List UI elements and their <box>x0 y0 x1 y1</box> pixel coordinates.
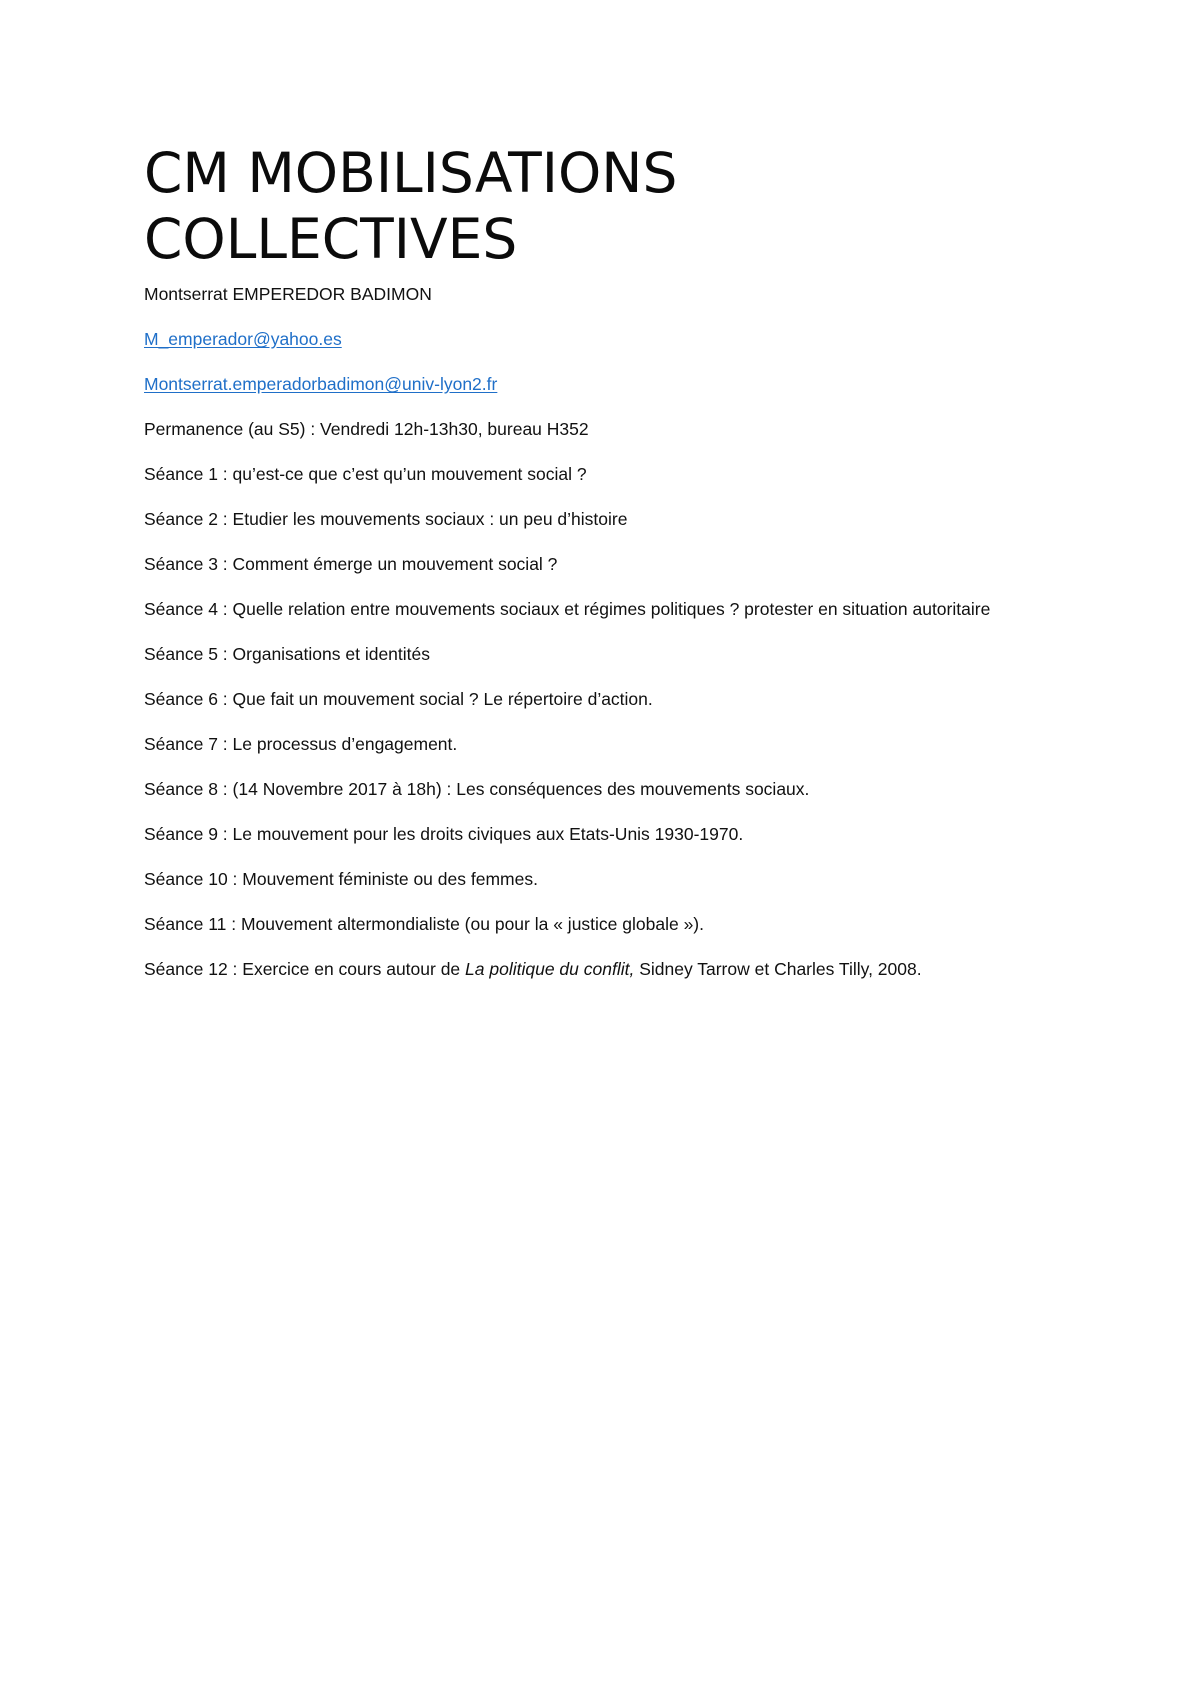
title-line-1: CM MOBILISATIONS <box>144 141 678 205</box>
session-text: Que fait un mouvement social ? Le répertoire d’action. <box>227 689 653 709</box>
author-name: Montserrat EMPEREDOR BADIMON <box>144 284 432 304</box>
session-item-6 <box>144 685 1060 714</box>
session-item-7 <box>144 730 1060 759</box>
session-text: qu’est-ce que c’est qu’un mouvement social ? <box>227 464 587 484</box>
email-line-2 <box>144 370 1060 399</box>
document-title <box>144 140 1060 272</box>
session-item-8 <box>144 775 1060 804</box>
session-label: Séance 7 : <box>144 734 228 754</box>
session-text-before: Exercice en cours autour de <box>237 959 466 979</box>
session-text: Comment émerge un mouvement social ? <box>227 554 558 574</box>
session-text: Etudier les mouvements sociaux : un peu d’histoire <box>227 509 628 529</box>
session-label: Séance 1 : <box>144 464 228 484</box>
session-label: Séance 10 : <box>144 869 238 889</box>
title-line-2: COLLECTIVES <box>144 207 518 271</box>
session-text: (14 Novembre 2017 à 18h) : Les conséquences des mouvements sociaux. <box>227 779 810 799</box>
session-text: Le processus d’engagement. <box>227 734 458 754</box>
session-label: Séance 2 : <box>144 509 228 529</box>
email-link-univ[interactable]: Montserrat.emperadorbadimon@univ-lyon2.fr <box>144 374 498 394</box>
session-label: Séance 3 : <box>144 554 228 574</box>
session-item-3 <box>144 550 1060 579</box>
session-label: Séance 9 : <box>144 824 228 844</box>
book-title: La politique du conflit, <box>465 959 635 979</box>
sessions-list <box>144 460 1060 939</box>
session-item-1 <box>144 460 1060 489</box>
email-line-1 <box>144 325 1060 354</box>
session-text: Le mouvement pour les droits civiques aux Etats-Unis 1930-1970. <box>227 824 744 844</box>
email-link-yahoo[interactable]: M_emperador@yahoo.es <box>144 329 342 349</box>
session-item-2 <box>144 505 1060 534</box>
session-label: Séance 6 : <box>144 689 228 709</box>
session-item-12 <box>144 955 1060 984</box>
session-label: Séance 8 : <box>144 779 228 799</box>
session-item-5 <box>144 640 1060 669</box>
session-text: Mouvement féministe ou des femmes. <box>237 869 538 889</box>
session-item-10 <box>144 865 1060 894</box>
session-item-9 <box>144 820 1060 849</box>
session-text: Mouvement altermondialiste (ou pour la « justice globale »). <box>236 914 704 934</box>
session-text-after: Sidney Tarrow et Charles Tilly, 2008. <box>634 959 922 979</box>
session-text: Organisations et identités <box>227 644 431 664</box>
session-item-11 <box>144 910 1060 939</box>
session-label: Séance 12 : <box>144 959 238 979</box>
session-text: Quelle relation entre mouvements sociaux et régimes politiques ? protester en situation autoritaire <box>227 599 991 619</box>
session-item-4 <box>144 595 1060 624</box>
session-label: Séance 11 : <box>144 914 237 934</box>
session-label: Séance 5 : <box>144 644 228 664</box>
session-label: Séance 4 : <box>144 599 228 619</box>
permanence-info: Permanence (au S5) : Vendredi 12h-13h30, bureau H352 <box>144 419 589 439</box>
